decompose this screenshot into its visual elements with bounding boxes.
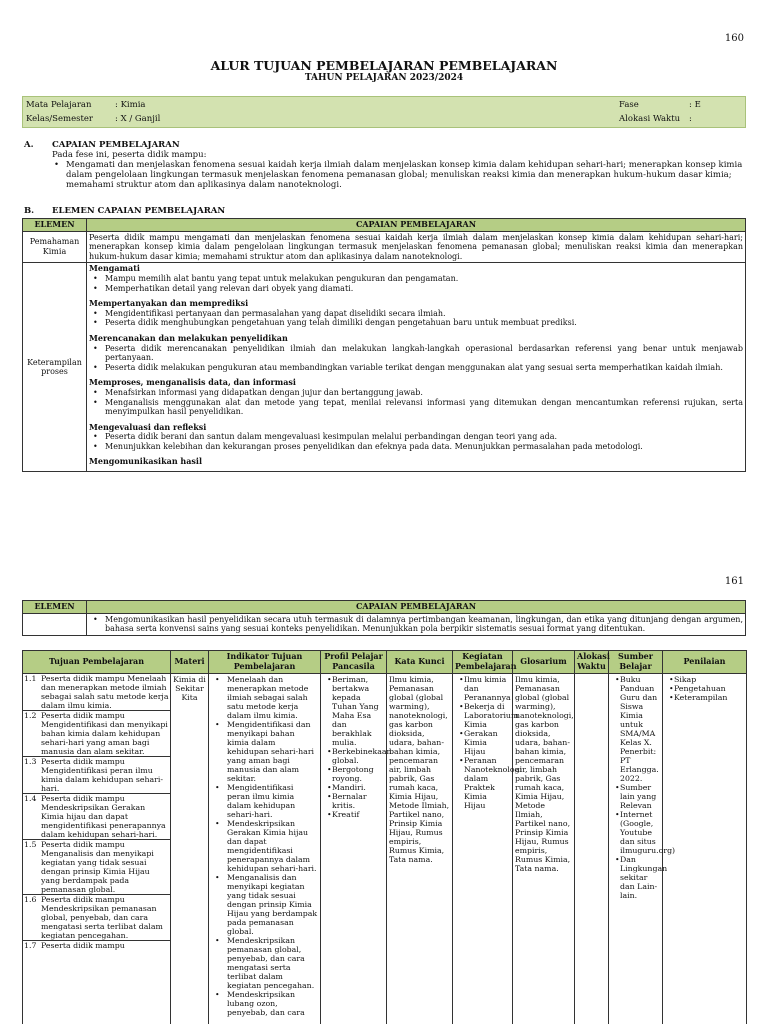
header-penilaian: Penilaian bbox=[663, 651, 747, 674]
tujuan-item: 1.7 Peserta didik mampu bbox=[24, 941, 125, 950]
fase-value: : E bbox=[689, 100, 701, 110]
group-bullet: • Peserta didik menghubungkan pengetahuan yang telah dimiliki dengan pengetahuan baru untuk membuat prediksi. bbox=[89, 318, 743, 328]
page-161 bbox=[0, 572, 768, 1024]
empty-cell bbox=[23, 613, 87, 635]
header-alokasi: Alokasi Waktu bbox=[575, 651, 609, 674]
section-b-heading: B. ELEMEN CAPAIAN PEMBELAJARAN bbox=[24, 206, 226, 216]
tujuan-item: 1.6 Peserta didik mampu Mendeskripsikan pemanasan global, penyebab, dan cara mengatasi serta terlibat dalam kegiatan pencegahan. bbox=[23, 895, 170, 941]
tujuan-item: 1.1 Peserta didik mampu Menelaah dan menerapkan metode ilmiah sebagai salah satu metode kerja dalam ilmu kimia. bbox=[24, 674, 169, 710]
mapel-value: : Kimia bbox=[115, 100, 146, 110]
penilaian-cell bbox=[663, 674, 747, 1024]
alokasi-cell bbox=[575, 674, 609, 1024]
profil-item: • Mandiri. bbox=[323, 783, 384, 792]
profil-item: • Bergotong royong. bbox=[323, 765, 384, 783]
sumber-item: • Dan Lingkungan sekitar dan Lain-lain. bbox=[611, 855, 660, 900]
row-text-pemahaman: Peserta didik mampu mengamati dan menjelaskan fenomena sesuai kaidah kerja ilmiah dalam menjelaskan konsep kimia dalam kehidupan sehari-hari; menerapkan konsep kimia dalam pengelolaan lingkungan termasuk menjelaskan fenomena pemanasan global; menuliskan reaksi kimia dan menerapkan hukum-hukum dasar kimia; memahami struktur atom dan aplikasinya dalam nanoteknologi. bbox=[87, 231, 746, 263]
alokasi-value: : bbox=[689, 114, 692, 124]
indikator-item: • Mengidentifikasi dan menyikapi bahan kimia dalam kehidupan sehari-hari yang aman bagi manusia dan alam sekitar. bbox=[211, 720, 318, 783]
document-subtitle: TAHUN PELAJARAN 2023/2024 bbox=[304, 73, 464, 83]
row-text-keterampilan bbox=[87, 263, 746, 472]
group-bullet: • Memperhatikan detail yang relevan dari obyek yang diamati. bbox=[89, 284, 743, 294]
group-bullet: • Peserta didik merencanakan penyelidikan ilmiah dan melakukan langkah-langkah operasional berdasarkan referensi yang benar untuk menjawab pertanyaan. bbox=[89, 344, 743, 363]
kata-kunci-cell: Ilmu kimia, Pemanasan global (global warming), nanoteknologi, gas karbon dioksida, udara, bahan-bahan kimia, pencemaran air, limbah pabrik, Gas rumah kaca, Kimia Hijau, Metode Ilmiah, Partikel nano, Prinsip Kimia Hijau, Rumus empiris, Rumus Kimia, Tata nama. bbox=[387, 674, 453, 1024]
col-capaian: CAPAIAN PEMBELAJARAN bbox=[87, 219, 746, 232]
sumber-item: • Internet (Google, Youtube dan situs ilmuguru.org) bbox=[611, 810, 660, 855]
indikator-item: • Mendeskripsikan lubang ozon, penyebab, dan cara bbox=[211, 990, 318, 1017]
kelas-value: : X / Ganjil bbox=[115, 114, 161, 124]
profil-item: • Berkebinekaan global. bbox=[323, 747, 384, 765]
tujuan-item: 1.5 Peserta didik mampu Menganalisis dan menyikapi kegiatan yang tidak sesuai dengan prinsip Kimia Hijau yang berdampak pada pemanasan global. bbox=[23, 840, 170, 895]
document-title: ALUR TUJUAN PEMBELAJARAN PEMBELAJARAN bbox=[210, 58, 558, 73]
indikator-cell bbox=[209, 674, 321, 1024]
element-table-continued bbox=[22, 600, 746, 636]
section-a-intro: Pada fese ini, peserta didik mampu: bbox=[52, 150, 207, 160]
communicate-bullet: • Mengomunikasikan hasil penyelidikan secara utuh termasuk di dalamnya pertimbangan keamanan, lingkungan, dan etika yang ditunjang dengan argumen, bahasa serta konvensi sains yang sesuai konteks penyelidikan. Menunjukkan pola berpikir sistematis sesuai format yang ditentukan. bbox=[89, 615, 743, 634]
section-a-bullet: • Mengamati dan menjelaskan fenomena sesuai kaidah kerja ilmiah dalam menjelaskan konsep kimia dalam kehidupan sehari-hari; menerapkan konsep kimia dalam pengelolaan lingkungan termasuk menjelaskan fenomena pemanasan global; menuliskan reaksi kimia dan menerapkan hukum-hukum dasar kimia; memahami struktur atom dan aplikasinya dalam nanoteknologi. bbox=[52, 160, 748, 190]
header-glosarium: Glosarium bbox=[513, 651, 575, 674]
page-number: 161 bbox=[724, 576, 744, 587]
mapel-label: Mata Pelajaran bbox=[26, 100, 92, 110]
group-heading: Mengamati bbox=[89, 263, 140, 274]
group-bullet: • Peserta didik melakukan pengukuran atau membandingkan variable terikat dengan menggunakan alat yang sesuai serta memperhatikan kaidah ilmiah. bbox=[89, 363, 743, 373]
col-elemen: ELEMEN bbox=[23, 219, 87, 232]
tujuan-cell bbox=[23, 674, 171, 1024]
group-heading: Memproses, menganalisis data, dan informasi bbox=[89, 377, 296, 388]
page-number: 160 bbox=[724, 33, 744, 44]
kelas-label: Kelas/Semester bbox=[26, 114, 93, 124]
profil-cell bbox=[321, 674, 392, 1024]
tujuan-item: 1.4 Peserta didik mampu Mendeskripsikan Gerakan Kimia hijau dan dapat mengidentifikasi penerapannya dalam kehidupan sehari-hari. bbox=[23, 794, 170, 840]
page-gap bbox=[0, 512, 768, 572]
group-bullet: • Menafsirkan informasi yang didapatkan dengan jujur dan bertanggung jawab. bbox=[89, 388, 743, 398]
group-heading: Mempertanyakan dan memprediksi bbox=[89, 298, 249, 309]
group-heading: Mengevaluasi dan refleksi bbox=[89, 421, 207, 432]
row-label-pemahaman: Pemahaman Kimia bbox=[23, 231, 87, 263]
kegiatan-item: • Bekerja di Laboratorium Kimia bbox=[455, 702, 510, 729]
penilaian-item: • Keterampilan bbox=[665, 693, 744, 702]
group-bullet: • Menunjukkan kelebihan dan kekurangan proses penyelidikan dan efeknya pada data. Menunjukkan permasalahan pada metodologi. bbox=[89, 442, 743, 452]
header-sumber: Sumber Belajar bbox=[609, 651, 663, 674]
group-heading: Mengomunikasikan hasil bbox=[89, 456, 203, 467]
header-tujuan: Tujuan Pembelajaran bbox=[23, 651, 171, 674]
kegiatan-item: • Ilmu kimia dan Peranannya bbox=[455, 675, 510, 702]
header-kata-kunci: Kata Kunci bbox=[387, 651, 453, 674]
tujuan-item: 1.3 Peserta didik mampu Mengidentifikasi peran ilmu kimia dalam kehidupan sehari-hari. bbox=[23, 757, 170, 794]
indikator-item: • Mendeskripsikan pemanasan global, penyebab, dan cara mengatasi serta terlibat dalam kegiatan pencegahan. bbox=[211, 936, 318, 990]
materi-cell: Kimia di Sekitar Kita bbox=[171, 674, 209, 1024]
group-bullet: • Mengidentifikasi pertanyaan dan permasalahan yang dapat diselidiki secara ilmiah. bbox=[89, 309, 743, 319]
glosarium-cell: Ilmu kimia, Pemanasan global (global warming), nanoteknologi, gas karbon dioksida, udara, bahan-bahan kimia, pencemaran air, limbah pabrik, Gas rumah kaca, Kimia Hijau, Metode Ilmiah, Partikel nano, Prinsip Kimia Hijau, Rumus empiris, Rumus Kimia, Tata nama. bbox=[513, 674, 575, 1024]
indikator-item: • Mengidentifikasi peran ilmu kimia dalam kehidupan sehari-hari. bbox=[211, 783, 318, 819]
header-materi: Materi bbox=[171, 651, 209, 674]
group-heading: Merencanakan dan melakukan penyelidikan bbox=[89, 332, 288, 343]
group-bullet: • Peserta didik berani dan santun dalam mengevaluasi kesimpulan melalui perbandingan dengan teori yang ada. bbox=[89, 432, 743, 442]
penilaian-item: • Pengetahuan bbox=[665, 684, 744, 693]
indikator-item: • Mendeskripsikan Gerakan Kimia hijau dan dapat mengidentifikasi penerapannya dalam kehidupan sehari-hari. bbox=[211, 819, 318, 873]
section-a bbox=[24, 140, 748, 190]
header-indikator: Indikator Tujuan Pembelajaran bbox=[209, 651, 321, 674]
kegiatan-item: • Gerakan Kimia Hijau bbox=[455, 729, 510, 756]
group-bullet: • Mampu memilih alat bantu yang tepat untuk melakukan pengukuran dan pengamatan. bbox=[89, 274, 743, 284]
col-elemen: ELEMEN bbox=[23, 601, 87, 614]
indikator-item: • Menganalisis dan menyikapi kegiatan yang tidak sesuai dengan prinsip Kimia Hijau yang berdampak pada pemanasan global. bbox=[211, 873, 318, 936]
fase-label: Fase bbox=[619, 100, 639, 110]
profil-item: • Bernalar kritis. bbox=[323, 792, 384, 810]
header-kegiatan: Kegiatan Pembelajaran bbox=[453, 651, 513, 674]
header-profil: Profil Pelajar Pancasila bbox=[321, 651, 387, 674]
sumber-item: • Buku Panduan Guru dan Siswa Kimia untuk SMA/MA Kelas X. Penerbit: PT Erlangga. 2022. bbox=[611, 675, 660, 783]
section-a-heading: A. CAPAIAN PEMBELAJARAN bbox=[24, 140, 180, 150]
indikator-item: • Menelaah dan menerapkan metode ilmiah sebagai salah satu metode kerja dalam ilmu kimia. bbox=[211, 675, 318, 720]
kegiatan-item: • Peranan Nanoteknologi dalam Praktek Kimia Hijau bbox=[455, 756, 510, 810]
profil-item: • Beriman, bertakwa kepada Tuhan Yang Maha Esa dan berakhlak mulia. bbox=[323, 675, 384, 747]
row-label-keterampilan: Keterampilan proses bbox=[23, 263, 87, 472]
atp-table bbox=[22, 650, 747, 1024]
group-bullet: • Menganalisis menggunakan alat dan metode yang tepat, menilai relevansi informasi yang ditemukan dengan mencantumkan referensi rujukan, serta menyimpulkan hasil penyelidikan. bbox=[89, 398, 743, 417]
sumber-item: • Sumber lain yang Relevan bbox=[611, 783, 660, 810]
sumber-cell bbox=[609, 674, 676, 1024]
alokasi-label: Alokasi Waktu bbox=[619, 114, 681, 124]
tujuan-item: 1.2 Peserta didik mampu Mengidentifikasi dan menyikapi bahan kimia dalam kehidupan sehari-hari yang aman bagi manusia dan alam sekitar. bbox=[23, 711, 170, 757]
penilaian-item: • Sikap bbox=[665, 675, 744, 684]
element-table bbox=[22, 218, 746, 472]
col-capaian: CAPAIAN PEMBELAJARAN bbox=[87, 601, 746, 614]
profil-item: • Kreatif bbox=[323, 810, 384, 819]
kegiatan-cell bbox=[453, 674, 523, 1024]
info-box bbox=[22, 96, 746, 128]
